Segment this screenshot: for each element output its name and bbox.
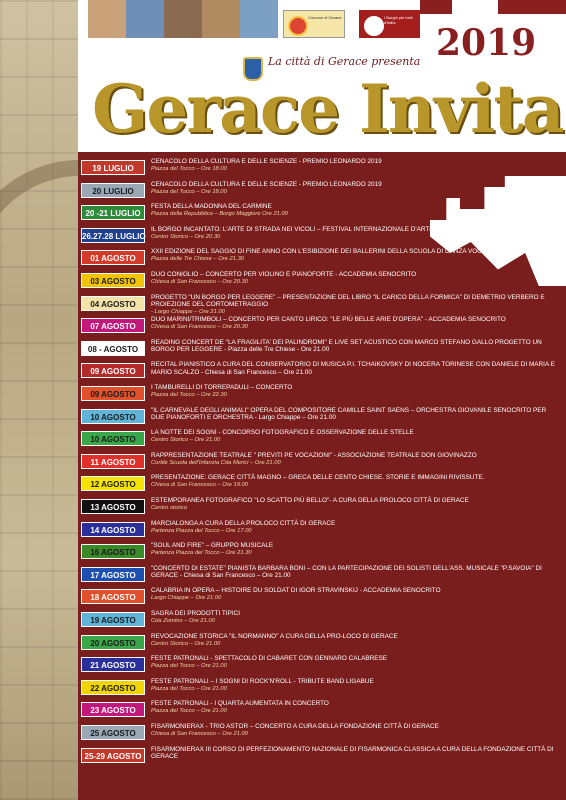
event-title: SAGRA DEI PRODOTTI TIPICI [151,610,241,617]
event-row [78,294,566,316]
event-place: Piazza del Tocco – Ore 21.00 [151,663,227,670]
event-date-badge: 07 AGOSTO [81,318,145,333]
event-title: FESTE PATRONALI – I SOGNI DI ROCK'N'ROLL - TRIBUTE BAND LIGABUE [151,677,374,685]
event-place: Chiesa di San Francesco – Ore 20.30 [151,324,248,331]
event-title: CENACOLO DELLA CULTURA E DELLE SCIENZE - PREMIO LEONARDO 2019 [151,180,382,188]
event-row [78,746,566,768]
event-place: Piazza del Tocco – Ore 22.30 [151,392,227,398]
event-date-badge: 20 AGOSTO [81,635,145,650]
event-date-badge: 19 LUGLIO [81,160,145,175]
event-place: Chiesa di San Francesco – Ore 19.00 [151,482,248,489]
event-row [78,655,566,677]
event-row [78,339,566,361]
event-place: Partenza Piazza del Tocco – Ore 21.30 [151,550,252,557]
event-place: Piazza della Repubblica – Borgo Maggiore Ore 21.00 [151,211,288,218]
crest-icon [288,16,308,36]
event-row [78,158,566,180]
event-title: DUO CONIGLIO – CONCERTO PER VIOLINO E PIANOFORTE - ACCADEMIA SENOCRITO [151,271,417,278]
decor-bar [420,0,452,14]
event-row [78,384,566,406]
event-row [78,520,566,542]
event-place: Cortile Scuola dell'Infanzia Cda Merici – Ore 21.00 [151,459,281,466]
event-title: FISARMONIERAX - TRIO ASTOR – CONCERTO A CURA DELLA FONDAZIONE CITTÀ DI GERACE [151,723,439,730]
event-title: XXII EDIZIONE DEL SAGGIO DI FINE ANNO CON L'ESIBIZIONE DEI BALLERINI DELLA SCUOLA DI DANZA VOCI DI PRIMAVERA [151,248,531,256]
event-place: Piazza delle Tre Chiese – Ore 21.30 [151,256,245,263]
event-place: Chiesa di San Francesco – Ore 21.00 [151,731,248,737]
event-title: FESTE PATRONALI - SPETTACOLO DI CABARET CON GENNARO CALABRESE [151,655,388,663]
decor-bar [498,0,566,14]
event-row [78,497,566,519]
event-row [78,226,566,248]
event-title: MARCIALONGA A CURA DELLA PROLOCO CITTÀ DI GERACE [151,519,336,527]
event-title: CALABRIA IN OPERA – HISTOIRE DU SOLDAT DI IGOR STRAVINSKIJ - ACCADEMIA SENOCRITO [151,587,441,595]
event-place: Centro Storico – Ore 21.00 [151,437,221,444]
event-date-badge: 09 AGOSTO [81,386,145,401]
event-title: CENACOLO DELLA CULTURA E DELLE SCIENZE - PREMIO LEONARDO 2019 [151,158,382,165]
event-date-badge: 11 AGOSTO [81,454,145,469]
event-row [78,633,566,655]
logo-text: Comune di Gerace [308,15,342,20]
event-title: READING CONCERT DE "LA FRAGILITA' DEI PALINDROMI" E LIVE SET ACUSTICO CON MARCO STEFANO GALLO PROGETTO UN BORGO PER LEGGERE - Piazza delle Tre Chiese - Ore 21.00 [151,338,542,354]
page-title: Gerace Invita [92,70,563,148]
event-row [78,316,566,338]
event-place: Piazza del Tocco – Ore 18.00 [151,188,227,195]
event-row [78,452,566,474]
photo-strip [88,0,278,38]
event-date-badge: 26.27.28 LUGLIO [81,228,145,243]
event-place: Cda Zomino – Ore 21.00 [151,618,215,624]
event-title: DUO MARINI/TRIMBOLI – CONCERTO PER CANTO LIRICO: "LE PIÙ BELLE ARIE D'OPERA" - ACCADEMIA SENOCRITO [151,316,506,324]
event-place: - Largo Chiappe – Ore 21.00 [151,308,225,315]
event-title: "SOUL AND FIRE" – GRUPPO MUSICALE [151,542,274,550]
event-date-badge: 25-29 AGOSTO [81,748,145,763]
logo-text: I Borghi più belli d'Italia [384,15,413,25]
event-date-badge: 14 AGOSTO [81,522,145,537]
event-title: IL BORGO INCANTATO: L'ARTE DI STRADA NEI VICOLI – FESTIVAL INTERNAZIONALE D'ARTE DI STRADA - XX° EDIZIONE [151,225,518,233]
event-date-badge: 03 AGOSTO [81,273,145,288]
event-title: "CONCERTO DI ESTATE" PIANISTA BARBARA BONI – CON LA PARTECIPAZIONE DEI SOLISTI DELL'ASS. MUSICALE "P.SAVOIA" DI GERACE - Chiesa di San Francesco – Ore 21.00 [151,564,542,580]
comune-logo [283,10,345,38]
event-date-badge: 17 AGOSTO [81,567,145,582]
event-date-badge: 25 AGOSTO [81,725,145,740]
event-place: Centro Storico – Ore 20.30 [151,233,221,240]
event-date-badge: 10 AGOSTO [81,431,145,446]
event-date-badge: 16 AGOSTO [81,544,145,559]
event-place: Largo Chiappe – Ore 21.00 [151,595,222,602]
presenta-text: La città di Gerace presenta [268,55,421,68]
event-row [78,700,566,722]
event-title: FESTA DELLA MADONNA DEL CARMINE [151,203,272,211]
event-date-badge: 19 AGOSTO [81,612,145,627]
event-date-badge: 10 AGOSTO [81,409,145,424]
event-row [78,271,566,293]
stone-arch-photo [0,0,78,800]
event-row [78,678,566,700]
event-title: LA NOTTE DEI SOGNI - CONCORSO FOTOGRAFICO E OSSERVAZIONE DELLE STELLE [151,429,414,437]
event-place: Chiesa di San Francesco – Ore 20.30 [151,279,248,285]
event-title: RAPPRESENTAZIONE TEATRALE " PREVITI PE VOCAZIONI" - ASSOCIAZIONE TEATRALE DON GIOVINAZZO [151,451,477,459]
event-row [78,429,566,451]
event-title: ESTEMPORANEA FOTOGRAFICO "LO SCATTO PIÙ BELLO"- A CURA DELLA PROLOCO CITTÀ DI GERACE [151,497,469,504]
event-row [78,542,566,564]
event-date-badge: 23 AGOSTO [81,702,145,717]
event-row [78,587,566,609]
event-title: PRESENTAZIONE: GERACE CITTÀ MAGNO – GRECA DELLE CENTO CHIESE. STORIE E IMMAGINI RIVISSUTE. [151,474,485,482]
event-title: PROGETTO "UN BORGO PER LEGGERE" – PRESENTAZIONE DEL LIBRO "IL CARICO DELLA FORMICA" DI DEMETRIO VERBERO E PROIEZIONE DEL CORTOMETRAGGIO [151,293,545,309]
event-date-badge: 04 AGOSTO [81,296,145,311]
event-title: FISARMONIERAX III CORSO DI PERFEZIONAMENTO NAZIONALE DI FISARMONICA CLASSICA A CURA DELLA FONDAZIONE CITTÀ DI GERACE [151,745,554,761]
event-date-badge: 09 AGOSTO [81,363,145,378]
borghi-icon [364,16,384,36]
event-date-badge: 22 AGOSTO [81,680,145,695]
event-place: Piazza del Tocco – Ore 21.00 [151,685,227,692]
event-title: I TAMBURELLI DI TORREPADULI – CONCERTO [151,384,293,391]
event-place: Piazza del Tocco – Ore 18.00 [151,166,227,172]
event-row [78,723,566,745]
event-row [78,361,566,383]
event-date-badge: 01 AGOSTO [81,250,145,265]
event-row [78,407,566,429]
event-title: RECITAL PIANISTICO A CURA DEL CONSERVATORIO DI MUSICA P.I. TCHAIKOVSKY DI NOCERA TORINESE CON DANIELE DI MARIA E MARIO SCALZO - Chiesa di San Francesco – Ore 21.00 [151,361,555,376]
event-row [78,181,566,203]
event-row [78,203,566,225]
event-place: Centro Storico – Ore 21.00 [151,640,221,647]
event-date-badge: 20 LUGLIO [81,183,145,198]
event-date-badge: 13 AGOSTO [81,499,145,514]
event-title: REVOCAZIONE STORICA "IL NORMANNO" A CURA DELLA PRO-LOCO DI GERACE [151,632,398,640]
event-date-badge: 21 AGOSTO [81,657,145,672]
event-row [78,565,566,587]
year-label: 2019 [436,22,537,64]
borghi-logo [359,10,421,38]
event-place: Partenza Piazza del Tocco – Ore 17.00 [151,527,252,534]
event-row [78,610,566,632]
event-row [78,248,566,270]
event-date-badge: 08 - AGOSTO [81,341,145,356]
event-place: Piazza del Tocco – Ore 21.00 [151,708,227,715]
event-date-badge: 20 -21 LUGLIO [81,205,145,220]
event-title: FESTE PATRONALI - I QUARTA AUMENTATA IN CONCERTO [151,700,329,708]
event-date-badge: 12 AGOSTO [81,476,145,491]
event-date-badge: 18 AGOSTO [81,589,145,604]
event-row [78,474,566,496]
event-list [78,158,566,800]
event-title: "IL CARNEVALE DEGLI ANIMALI" OPERA DEL COMPOSITORE CAMILLE SAINT SAENS – ORCHESTRA GIOVANILE SENOCRITO PER DUE PIANOFORTI E ORCHESTRA - Largo Chiappe – Ore 21.00 [151,406,547,422]
event-place: Centro storico [151,505,188,511]
